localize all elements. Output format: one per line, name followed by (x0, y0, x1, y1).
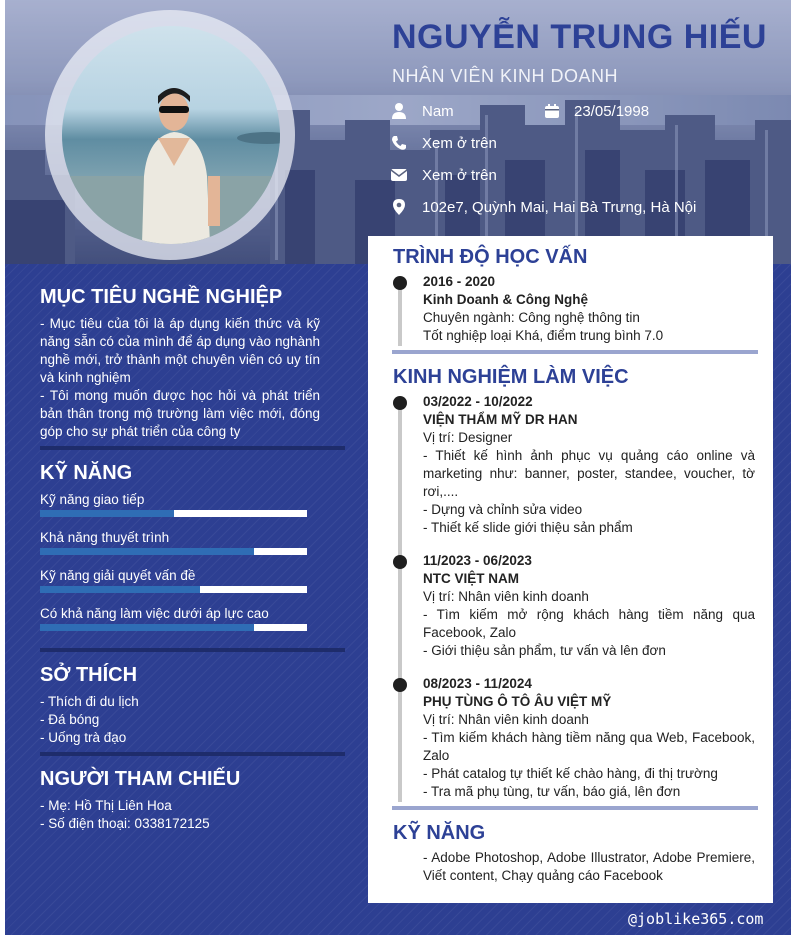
hobby-item: - Đá bóng (40, 712, 100, 727)
education-heading: TRÌNH ĐỘ HỌC VẤN (393, 246, 588, 268)
section-divider (40, 648, 345, 652)
skill-label: Kỹ năng giao tiếp (40, 492, 145, 507)
education-date: 2016 - 2020 (423, 274, 496, 289)
objective-heading: MỤC TIÊU NGHỀ NGHIỆP (40, 286, 283, 308)
objective-line: - Mục tiêu của tôi là áp dụng kiến thức và kỹ năng sẵn có của mình để áp dụng vào nghành nghề mới, trở thành một chuyên viên có uy tín và kinh nghiệm (40, 316, 320, 385)
section-divider (40, 752, 345, 756)
experience-company: PHỤ TÙNG Ô TÔ ÂU VIỆT MỸ (423, 694, 612, 709)
reference-item: - Mẹ: Hồ Thị Liên Hoa (40, 798, 172, 813)
person-figure (62, 26, 280, 244)
education-entry (423, 273, 755, 345)
software-skills-heading: KỸ NĂNG (393, 822, 486, 844)
phone-icon (390, 134, 408, 152)
calendar-icon (543, 102, 561, 120)
section-divider (40, 446, 345, 450)
skill-bar (40, 624, 307, 631)
timeline-dot (393, 555, 407, 569)
hobbies-heading: SỞ THÍCH (40, 664, 138, 686)
skill-bar (40, 548, 307, 555)
software-skills-text: - Adobe Photoshop, Adobe Illustrator, Adobe Premiere, Viết content, Chạy quảng cáo Facebook (423, 850, 755, 883)
resume-page (5, 0, 791, 935)
avatar-photo (62, 26, 280, 244)
skill-label: Khả năng thuyết trình (40, 530, 170, 545)
experience-date: 03/2022 - 10/2022 (423, 394, 533, 409)
experience-date: 08/2023 - 11/2024 (423, 676, 532, 691)
phone-value: Xem ở trên (422, 135, 497, 152)
education-school: Kinh Doanh & Công Nghệ (423, 292, 588, 307)
skill-label: Có khả năng làm việc dưới áp lực cao (40, 606, 269, 621)
experience-heading: KINH NGHIỆM LÀM VIỆC (393, 366, 629, 388)
watermark: @joblike365.com (628, 910, 764, 928)
education-line: Tốt nghiệp loại Khá, điểm trung bình 7.0 (423, 328, 664, 343)
experience-line: Vị trí: Nhân viên kinh doanh (423, 589, 589, 604)
address-value: 102e7, Quỳnh Mai, Hai Bà Trưng, Hà Nội (422, 199, 697, 216)
timeline-line (398, 404, 402, 802)
experience-entry (423, 675, 755, 801)
experience-line: - Giới thiệu sản phẩm, tư vấn và lên đơn (423, 643, 666, 658)
candidate-job-title: NHÂN VIÊN KINH DOANH (392, 66, 619, 86)
skills-heading: KỸ NĂNG (40, 462, 133, 484)
experience-line: - Thiết kế slide giới thiệu sản phẩm (423, 520, 633, 535)
experience-line: - Tìm kiếm khách hàng tiềm năng qua Web, Facebook, Zalo (423, 730, 755, 763)
experience-line: - Tra mã phụ tùng, tư vấn, báo giá, lên đơn (423, 784, 681, 799)
experience-entry (423, 393, 755, 537)
experience-line: Vị trí: Nhân viên kinh doanh (423, 712, 589, 727)
content-card (368, 236, 773, 903)
experience-line: - Thiết kế hình ảnh phục vụ quảng cáo online và marketing như: banner, poster, standee, voucher, tờ rơi,.... (423, 448, 755, 499)
hobby-item: - Uống trà đạo (40, 730, 127, 745)
experience-company: VIỆN THẨM MỸ DR HAN (423, 412, 578, 427)
hobbies-list (40, 693, 320, 747)
section-divider (392, 350, 758, 354)
skill-bar (40, 586, 307, 593)
skill-bar (40, 510, 307, 517)
timeline-dot (393, 678, 407, 692)
candidate-name: NGUYỄN TRUNG HIẾU (392, 18, 767, 56)
experience-line: - Dựng và chỉnh sửa video (423, 502, 583, 517)
skill-bar-fill (40, 586, 200, 593)
experience-company: NTC VIỆT NAM (423, 571, 519, 586)
map-pin-icon (390, 198, 408, 216)
reference-item: - Số điện thoại: 0338172125 (40, 816, 210, 831)
section-divider (392, 806, 758, 810)
timeline-line (398, 284, 402, 346)
software-skills-entry (423, 849, 755, 885)
references-list (40, 797, 320, 833)
objective-line: - Tôi mong muốn được học hỏi và phát triển bản thân trong mộ trường làm việc mới, đóng góp cho sự phát triển của công ty (40, 388, 320, 439)
objective-text (40, 315, 320, 441)
experience-line: - Tìm kiếm mở rộng khách hàng tiềm năng qua Facebook, Zalo (423, 607, 755, 640)
gender-value: Nam (422, 103, 454, 120)
skill-bar-fill (40, 510, 174, 517)
experience-line: Vị trí: Designer (423, 430, 513, 445)
user-icon (390, 102, 408, 120)
skill-label: Kỹ năng giải quyết vấn đề (40, 568, 196, 583)
skill-bar-fill (40, 624, 254, 631)
references-heading: NGƯỜI THAM CHIẾU (40, 768, 241, 790)
timeline-dot (393, 276, 407, 290)
dob-value: 23/05/1998 (574, 103, 650, 120)
experience-entry (423, 552, 755, 660)
experience-date: 11/2023 - 06/2023 (423, 553, 532, 568)
education-line: Chuyên ngành: Công nghệ thông tin (423, 310, 640, 325)
skill-bar-fill (40, 548, 254, 555)
envelope-icon (390, 166, 408, 184)
hobby-item: - Thích đi du lịch (40, 694, 139, 709)
email-value: Xem ở trên (422, 167, 497, 184)
experience-line: - Phát catalog tự thiết kế chào hàng, đi thị trường (423, 766, 718, 781)
timeline-dot (393, 396, 407, 410)
